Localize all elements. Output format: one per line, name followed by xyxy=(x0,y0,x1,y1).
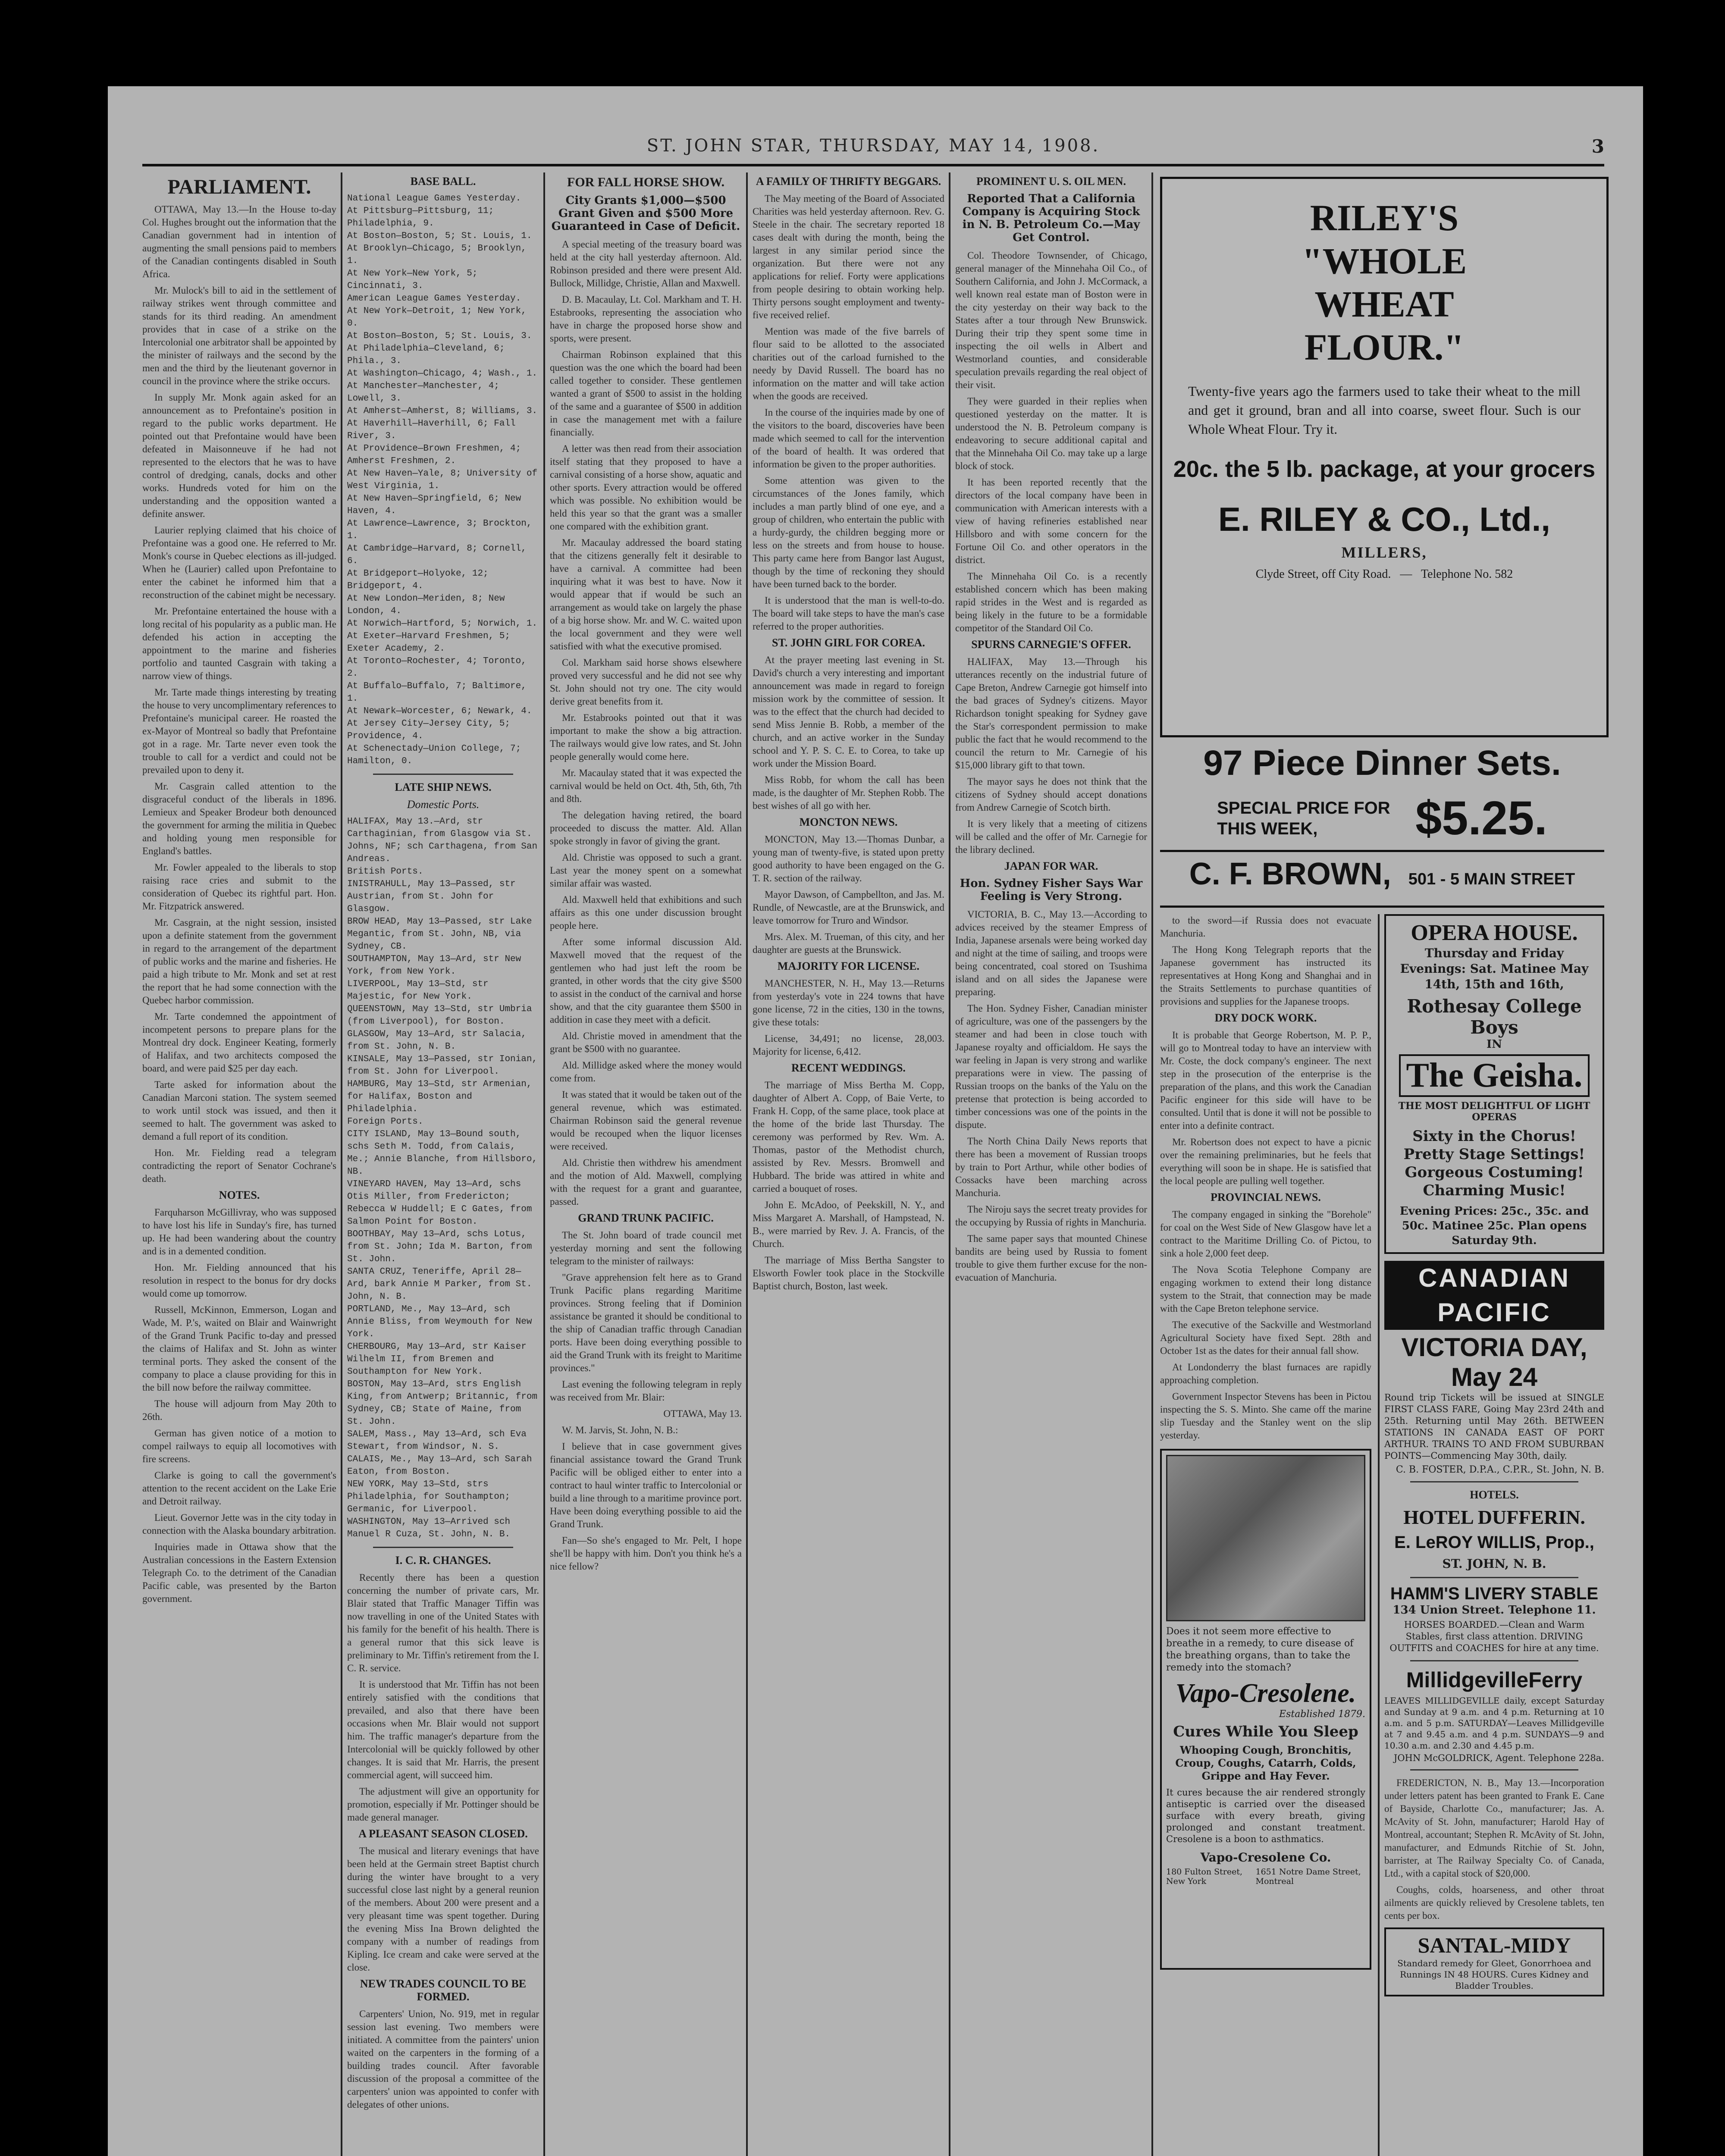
column-parliament xyxy=(142,172,336,2156)
masthead xyxy=(142,136,1604,162)
japan-article xyxy=(955,908,1147,1284)
ship-news-subhead: Domestic Ports. xyxy=(407,798,480,811)
season-headline: A PLEASANT SEASON CLOSED. xyxy=(358,1827,528,1840)
article-paragraph: MONCTON, May 13.—Thomas Dunbar, a young man of twenty-five, is stated upon pretty good authority to have been engaged on the G. T. R. section of the railway. xyxy=(753,834,944,884)
corea-headline: ST. JOHN GIRL FOR COREA. xyxy=(772,636,925,649)
article-paragraph: The Hong Kong Telegraph reports that the Japanese government has instructed its representatives at Hong Kong and Shanghai and in the Straits Settlements to purchase quantities of provisions and supplies for the Japanese troops. xyxy=(1160,944,1371,1007)
riley-flour-ad xyxy=(1160,177,1609,737)
ad-rule xyxy=(1160,850,1604,852)
cpr-signature: C. B. FOSTER, D.P.A., C.P.R., St. John, N. B. xyxy=(1396,1464,1604,1475)
moncton-headline: MONCTON NEWS. xyxy=(799,816,898,828)
article-paragraph: A special meeting of the treasury board was held at the city hall yesterday afternoon. Ald. Robinson presided and there were present Ald. Bullock, Millidge, Christie, Allan and Maxwell. xyxy=(550,239,742,288)
note-paragraph: German has given notice of a motion to compel railways to equip all locomotives with fire screens. xyxy=(142,1428,336,1464)
riley-brand-line: RILEY'S xyxy=(1310,197,1459,238)
vapo-address-ny: 180 Fulton Street, New York xyxy=(1166,1867,1243,1886)
page-number: 3 xyxy=(1591,136,1604,157)
trades-headline: NEW TRADES COUNCIL TO BE FORMED. xyxy=(360,1977,527,2003)
article-paragraph: Chairman Robinson explained that this question was the one which the board had been called together to consider. These gentlemen wanted a grant of $500 to assist in the holding of the same and a guarantee of $500 in addition in case the management met with a failure financially. xyxy=(550,349,742,438)
article-paragraph: Some attention was given to the circumstances of the Jones family, which includes a man partly blind of one eye, and a group of children, who entertain the public with a hurdy-gurdy, the children begging more or less on the streets and from house to house. This party came here from Bangor last August, though by the time of reckoning they should have been turned back to the border. xyxy=(753,475,944,589)
notes-headline: NOTES. xyxy=(219,1189,260,1201)
article-paragraph: Col. Theodore Townsender, of Chicago, general manager of the Minnehaha Oil Co., of Southern California, and John J. McCormack, a well known real estate man of Boston were in the city yesterday on their way back to the States after a tour through New Brunswick. During their trip they spent some time in inspecting the oil wells in Albert and Westmorland counties, and considerable speculation prevails regarding the real object of their visit. xyxy=(955,250,1147,390)
gtp-headline: GRAND TRUNK PACIFIC. xyxy=(578,1212,714,1224)
article-paragraph: The delegation having retired, the board proceeded to discuss the matter. Ald. Allan spoke strongly in favor of giving the grant. xyxy=(550,810,742,846)
note-paragraph: The house will adjourn from May 20th to 26th. xyxy=(142,1398,336,1422)
article-paragraph: The mayor says he does not think that the citizens of Sydney should accept donations from Andrew Carnegie of Scotch birth. xyxy=(955,776,1147,813)
article-paragraph: The company engaged in sinking the "Borehole" for coal on the West Side of New Glasgow have let a contract to the Maritime Drilling Co. of Pictou, to sink a hole 2,000 feet deep. xyxy=(1160,1209,1371,1259)
column-divider xyxy=(949,172,950,2156)
article-paragraph: Mr. Casgrain called attention to the disgraceful conduct of the liberals in 1896. Lemieux and Speaker Brodeur both denounced the government for arming the militia in Quebec and holding young men responsible for England's battles. xyxy=(142,781,336,856)
ship-news-list: HALIFAX, May 13.—Ard, str Carthaginian, from Glasgow via St. Johns, NF; sch Carthagena, from San Andreas. British Ports. INISTRAHULL, May 13—Passed, str Austrian, from St. John for Glasgow. BROW HEAD, May 13—Passed, str Lake Megantic, from St. John, NB, via Sydney, CB. SOUTHAMPTON, May 13—Ard, str New York, from New York. LIVERPOOL, May 13—Std, str Majestic, for New York. QUEENSTOWN, May 13—Std, str Umbria (from Liverpool), for Boston. GLASGOW, May 13—Ard, str Salacia, from St. John, N. B. KINSALE, May 13—Passed, str Ionian, from St. John for Liverpool. HAMBURG, May 13—Std, str Armenian, for Halifax, Boston and Philadelphia. Foreign Ports. CITY ISLAND, May 13—Bound south, schs Seth M. Todd, from Calais, Me.; Annie Blanche, from Hillsboro, NB. VINEYARD HAVEN, May 13—Ard, schs Otis Miller, from Fredericton; Rebecca W Huddell; E C Gates, from Salmon Point for Boston. BOOTHBAY, May 13—Ard, schs Lotus, from St. John; Ida M. Barton, from St. John. SANTA CRUZ, Teneriffe, April 28—Ard, bark Annie M Parker, from St. John, N. B. PORTLAND, Me., May 13—Ard, sch Annie Bliss, from Weymouth for New York. CHERBOURG, May 13—Ard, str Kaiser Wilhelm II, from Bremen and Southampton for New York. BOSTON, May 13—Ard, strs English King, from Antwerp; Britannic, from Sydney, CB; State of Maine, from St. John. SALEM, Mass., May 13—Ard, sch Eva Stewart, from Windsor, N. S. CALAIS, Me., May 13—Ard, sch Sarah Eaton, from Boston. NEW YORK, May 13—Std, strs Philadelphia, for Southampton; Germanic, for Liverpool. WASHINGTON, May 13—Arrived sch Manuel R Cuza, St. John, N. B. xyxy=(347,817,538,1539)
brown-headline: 97 Piece Dinner Sets. xyxy=(1203,743,1561,783)
article-paragraph: Ald. Christie moved in amendment that the grant be $500 with no guarantee. xyxy=(550,1031,742,1054)
baseball-headline: BASE BALL. xyxy=(410,175,476,188)
article-paragraph: In supply Mr. Monk again asked for an announcement as to Prefontaine's position in regard to the public works department. He pointed out that Prefontaine would have been defeated in Maisonneuve if he had not represented to the electors that he was to have control of dredging, canals, docks and other works. Hundreds voted for him on the understanding and the opposition wanted a definite answer. xyxy=(142,392,336,519)
baseball-scores: National League Games Yesterday. At Pittsburg—Pittsburg, 11; Philadelphia, 9. At Boston—Boston, 5; St. Louis, 1. At Brooklyn—Chicago, 5; Brooklyn, 1. At New York—New York, 5; Cincinnati, 3. American League Games Yesterday. At New York—Detroit, 1; New York, 0. At Boston—Boston, 5; St. Louis, 3. At Philadelphia—Cleveland, 6; Phila., 3. At Washington—Chicago, 4; Wash., 1. At Manchester—Manchester, 4; Lowell, 3. At Amherst—Amherst, 8; Williams, 3. At Haverhill—Haverhill, 6; Fall River, 3. At Providence—Brown Freshmen, 4; Amherst Freshmen, 2. At New Haven—Yale, 8; University of West Virginia, 1. At New Haven—Springfield, 6; New Haven, 4. At Lawrence—Lawrence, 3; Brockton, 1. At Cambridge—Harvard, 8; Cornell, 6. At Bridgeport—Holyoke, 12; Bridgeport, 4. At New London—Meriden, 8; New London, 4. At Norwich—Hartford, 5; Norwich, 1. At Exeter—Harvard Freshmen, 5; Exeter Academy, 2. At Toronto—Rochester, 4; Toronto, 2. At Buffalo—Buffalo, 7; Baltimore, 1. At Newark—Worcester, 6; Newark, 4. At Jersey City—Jersey City, 5; Providence, 4. At Schenectady—Union College, 7; Hamilton, 0. xyxy=(347,194,538,766)
geisha-title: The Geisha. xyxy=(1399,1054,1590,1097)
article-paragraph: The musical and literary evenings that have been held at the Germain street Baptist church during the winter have brought to a very successful close last night by a general reunion of the members. About 200 were present and a very pleasant time was spent together. During the evening Miss Ina Brown delighted the company with a number of readings from Kipling. Ice cream and cake were served at the close. xyxy=(347,1846,539,1973)
santal-copy: Standard remedy for Gleet, Gonorrhoea and Runnings IN 48 HOURS. Cures Kidney and Bladder Troubles. xyxy=(1397,1958,1591,1991)
article-paragraph: John E. McAdoo, of Peekskill, N. Y., and Miss Margaret A. Marshall, of Hampstead, N. B., were married by Rev. J. A. Francis, of the Church. xyxy=(753,1200,944,1249)
carnegie-headline: SPURNS CARNEGIE'S OFFER. xyxy=(971,638,1131,651)
sleeping-child-illustration xyxy=(1166,1455,1365,1621)
article-paragraph: Ald. Maxwell held that exhibitions and such affairs as this one under discussion brought people here. xyxy=(550,894,742,931)
article-paragraph: The marriage of Miss Bertha M. Copp, daughter of Albert A. Copp, of Baie Verte, to Frank H. Copp, of the same place, took place at the home of the bride last Thursday. The ceremony was performed by Rev. Wm. A. Thomas, pastor of the Methodist church, assisted by Rev. Messrs. Bromwell and Hubbard. The bride was attired in white and carried a bouquet of roses. xyxy=(753,1080,944,1194)
article-paragraph: Mr. Estabrooks pointed out that it was important to make the show a big attraction. The railways would give low rates, and St. John people generally would come here. xyxy=(550,712,742,762)
note-paragraph: Lieut. Governor Jette was in the city today in connection with the Alaska boundary arbitration. xyxy=(142,1512,336,1536)
article-paragraph: Mention was made of the five barrels of flour said to be allotted to the associated charities out of the carload furnished to the needy by David Russell. The board has no information on the matter and will take action when the goods are received. xyxy=(753,326,944,401)
column-oil-carnegie-japan xyxy=(955,172,1147,2156)
column-horse-show xyxy=(550,172,742,2156)
article-paragraph: At Londonderry the blast furnaces are rapidly approaching completion. xyxy=(1160,1362,1371,1385)
article-paragraph: Tarte asked for information about the Canadian Marconi station. The system seemed to work until stock was issued, and then it seemed to halt. The government was asked to demand a full report of its condition. xyxy=(142,1079,336,1142)
oil-article xyxy=(955,249,1147,635)
beggars-article xyxy=(753,192,944,633)
riley-telephone: Telephone No. 582 xyxy=(1421,567,1513,581)
article-paragraph: Coughs, colds, hoarseness, and other throat ailments are quickly relieved by Cresolene tablets, ten cents per box. xyxy=(1384,1884,1604,1921)
moncton-article xyxy=(753,833,944,956)
license-article xyxy=(753,977,944,1058)
note-paragraph: Farquharson McGillivray, who was supposed to have lost his life in Sunday's fire, has turned up. He had been wandering about the country and is in a demented condition. xyxy=(142,1207,336,1257)
fredericton-article xyxy=(1384,1777,1604,1922)
article-paragraph: A letter was then read from their association itself stating that they proposed to have a carnival consisting of a horse show, aquatic and other sports. Every attraction would be offered which was possible. No exhibition would be held this year so that the grant was a smaller one compared with the exhibition grant. xyxy=(550,443,742,532)
article-paragraph: Carpenters' Union, No. 919, met in regular session last evening. Two members were initiated. A committee from the painters' union waited on the carpenters in the forming of a building trades council. After favorable discussion of the proposal a committee of the carpenters' union was appointed to confer with delegates of other unions. xyxy=(347,2009,539,2110)
corea-article xyxy=(753,654,944,812)
riley-address: Clyde Street, off City Road. xyxy=(1255,567,1391,581)
japan-headline: JAPAN FOR WAR. xyxy=(1004,860,1098,872)
brown-dinner-set-ad xyxy=(1160,742,1604,908)
article-paragraph: Mr. Mulock's bill to aid in the settlement of railway strikes went through committee and stands for its third reading. An amendment provides that in case of a strike on the Intercolonial one arbitrator shall be appointed by the minister of railways and the second by the men and the third by the lieutenant governor in council in the province where the strike occurs. xyxy=(142,285,336,386)
article-paragraph: Ald. Christie then withdrew his amendment and the motion of Ald. Maxwell, complying with the request for a grant and guarantee, passed. xyxy=(550,1157,742,1207)
license-headline: MAJORITY FOR LICENSE. xyxy=(777,960,920,972)
article-paragraph: OTTAWA, May 13.—In the House to-day Col. Hughes brought out the information that the Canadian government had in intention of augmenting the small pensions paid to members of the Canadian contingents disabled in South Africa. xyxy=(142,204,336,279)
riley-brand-line: "WHOLE xyxy=(1302,240,1467,282)
season-article xyxy=(347,1845,539,1974)
weddings-headline: RECENT WEDDINGS. xyxy=(791,1062,906,1074)
article-paragraph: Col. Markham said horse shows elsewhere proved very successful and he did not see why St. John should not try one. The city would derive great benefits from it. xyxy=(550,657,742,707)
column-divider xyxy=(1151,172,1153,2156)
hamm-address: 134 Union Street. Telephone 11. xyxy=(1393,1604,1596,1617)
brown-name: C. F. BROWN, xyxy=(1189,857,1391,891)
article-paragraph: The Hon. Sydney Fisher, Canadian minister of agriculture, was one of the passengers by the steamer and had been in close touch with Japanese royalty and officialdom. He says the war feeling in Japan is very strong and warlike preparations were in view. The passing of Russian troops on the banks of the Yalu on the pretense that protection is being accorded to timber concessions was one of the points in the dispute. xyxy=(955,1003,1147,1130)
article-paragraph: Mr. Macaulay stated that it was expected the carnival would be held on Oct. 4th, 5th, 6th, 7th and 8th. xyxy=(550,768,742,804)
article-paragraph: After some informal discussion Ald. Maxwell moved that the request of the gentlemen who had just left the room be granted, in other words that the city give $500 to assist in the conduct of the carnival and horse show, and that the city guarantee them $500 in addition in case they meet with a deficit. xyxy=(550,937,742,1025)
cpr-banner-line: CANADIAN xyxy=(1384,1261,1604,1295)
article-paragraph: The St. John board of trade council met yesterday morning and sent the following telegram to the minister of railways: xyxy=(550,1230,742,1266)
article-paragraph: The Niroju says the secret treaty provides for the occupying by Russia of rights in Manchuria. xyxy=(955,1204,1147,1228)
parliament-article xyxy=(142,203,336,1185)
column-charities xyxy=(753,172,944,2156)
opera-headline: OPERA HOUSE. xyxy=(1411,921,1578,945)
article-paragraph: Mr. Casgrain, at the night session, insisted upon a definite statement from the government in regard to the arrangement of the department of public works and the marine and fisheries. He paid a high tribute to Mr. Monk and set at rest the report that he had some connection with the Quebec harbor commission. xyxy=(142,917,336,1006)
column-dock-provincial xyxy=(1160,914,1371,2156)
oil-deck: Reported That a California Company is Acquiring Stock in N. B. Petroleum Co.—May Get Control. xyxy=(962,192,1140,244)
trades-article xyxy=(347,2008,539,2111)
article-paragraph: Mr. Robertson does not expect to have a picnic over the remaining preliminaries, but he feels that everything will soon be in shape. He is satisfied that the local people are pulling well together. xyxy=(1160,1137,1371,1186)
vapo-cresolene-ad xyxy=(1160,1449,1371,1970)
article-paragraph: D. B. Macaulay, Lt. Col. Markham and T. H. Estabrooks, representing the association who have in charge the proposed horse show and sports, were present. xyxy=(550,294,742,344)
article-paragraph: VICTORIA, B. C., May 13.—According to advices received by the steamer Empress of India, Japanese arsenals were being worked day and night at the time of sailing, and troops were being concentrated, coal stored on Tsushima island and on all sides the Japanese were preparing. xyxy=(955,909,1147,997)
opera-dates: Thursday and Friday Evenings: Sat. Matinee May 14th, 15th and 16th, xyxy=(1400,946,1589,991)
cpr-banner xyxy=(1384,1261,1604,1330)
icr-headline: I. C. R. CHANGES. xyxy=(395,1554,491,1567)
article-paragraph: They were guarded in their replies when questioned yesterday on the matter. It is understood the N. B. Petroleum company is endeavoring to secure additional capital and that the Minnehaha Oil Co. may take up a large block of stock. xyxy=(955,396,1147,471)
vapo-brand: Vapo-Cresolene. xyxy=(1175,1679,1356,1708)
newspaper-page xyxy=(108,86,1643,2156)
hamm-copy: HORSES BOARDED.—Clean and Warm Stables, first class attention. DRIVING OUTFITS and COACHES for hire at any time. xyxy=(1389,1620,1599,1653)
hamm-stable: HAMM'S LIVERY STABLE xyxy=(1390,1584,1599,1603)
article-paragraph: The executive of the Sackville and Westmorland Agricultural Society have fixed Sept. 28th and October 1st as the dates for their annual fall show. xyxy=(1160,1319,1371,1356)
article-paragraph: Mayor Dawson, of Campbellton, and Jas. M. Rundle, of Newcastle, are at the Brunswick, and leave tomorrow for Truro and Windsor. xyxy=(753,889,944,926)
article-paragraph: Mrs. Alex. M. Trueman, of this city, and her daughter are guests at the Brunswick. xyxy=(753,931,944,955)
riley-company: E. RILEY & CO., Ltd., xyxy=(1218,500,1550,538)
provincial-headline: PROVINCIAL NEWS. xyxy=(1211,1191,1321,1203)
riley-copy: Twenty-five years ago the farmers used to take their wheat to the mill and get it ground, bran and all into coarse, sweet flour. Such is our Whole Wheat Flour. Try it. xyxy=(1188,383,1581,437)
column-divider xyxy=(746,172,748,2156)
article-paragraph: The May meeting of the Board of Associated Charities was held yesterday afternoon. Rev. G. Steele in the chair. The secretary reported 18 cases dealt with during the month, being the largest in any similar period since the organization. But there were not any applications for relief. Forty were applications from people desiring to obtain working help. Thirty persons sought employment and twenty-five received relief. xyxy=(753,193,944,320)
section-divider xyxy=(1410,1481,1578,1482)
carnegie-article xyxy=(955,655,1147,856)
article-paragraph: FREDERICTON, N. B., May 13.—Incorporation under letters patent has been granted to Frank E. Cane of Bayside, Charlotte Co., manufacturer; Jas. A. McAvity of St. John, manufacturer; Harold Hay of Montreal, accountant; Stephen R. McAvity of St. John, manufacturer, and Edmunds Ritchie of St. John, barrister, at The Railway Specialty Co. of Canada, Ltd., with a capital stock of $20,000. xyxy=(1384,1777,1604,1879)
article-paragraph: I believe that in case government gives financial assistance toward the Grand Trunk Pacific will be obliged either to enter into a contract to haul winter traffic to Intercolonial or build a line through to a maritime province port. Have been doing everything possible to aid the Grand Trunk. xyxy=(550,1441,742,1529)
vapo-question: Does it not seem more effective to breathe in a remedy, to cure disease of the breathing organs, than to take the remedy into the stomach? xyxy=(1166,1626,1354,1673)
article-paragraph: Last evening the following telegram in reply was received from Mr. Blair: xyxy=(550,1379,742,1403)
article-paragraph: to the sword—if Russia does not evacuate Manchuria. xyxy=(1160,915,1371,939)
article-paragraph: The Minnehaha Oil Co. is a recently established concern which has been making rapid strides in the West and is regarded as being likely in the future to be a formidable competitor of the Standard Oil Co. xyxy=(955,571,1147,633)
article-paragraph: It has been reported recently that the directors of the local company have been in communication with American interests with a view of having refineries established near Hillsboro and with some concern for the Fortune Oil Co. and other operators in the district. xyxy=(955,477,1147,565)
santal-brand: SANTAL-MIDY xyxy=(1418,1933,1571,1957)
note-paragraph: Inquiries made in Ottawa show that the Australian concessions in the Eastern Extension Telegraph Co. to the detriment of the Canadian Pacific cable, was presented by the Barton government. xyxy=(142,1542,336,1604)
brown-price: $5.25. xyxy=(1415,792,1547,845)
dufferin-name: HOTEL DUFFERIN. xyxy=(1403,1506,1585,1528)
article-paragraph: Mr. Macaulay addressed the board stating that the citizens generally felt it desirable to have a carnival. A committee had been inquiring what it was best to have. Now it would appear that if would be such an arrangement as would take on largely the phase of a big horse show. Mr. and W. C. waited upon the local government and they were well satisfied with what the executive promised. xyxy=(550,537,742,652)
dufferin-proprietor: E. LeROY WILLIS, Prop., xyxy=(1394,1533,1594,1552)
article-paragraph: Mr. Fowler appealed to the liberals to stop raising race cries and submit to the consideration of Quebec its rightful part. Hon. Mr. Fitzpatrick answered. xyxy=(142,862,336,912)
article-paragraph: Government Inspector Stevens has been in Pictou inspecting the S. S. Minto. She came off the marine slip Tuesday and the Stanley went on the slip yesterday. xyxy=(1160,1391,1371,1441)
japan-deck: Hon. Sydney Fisher Says War Feeling is Very Strong. xyxy=(960,877,1143,903)
vapo-established: Established 1879. xyxy=(1279,1709,1365,1720)
ferry-schedule: LEAVES MILLIDGEVILLE daily, except Saturday and Sunday at 9 a.m. and 4 p.m. Returning at 10 a.m. and 5 p.m. SATURDAY—Leaves Millidgeville at 7 and 9.45 a.m. and 4 p.m. SUNDAYS—9 and 10.30 a.m. and 2.30 and 4.45 p.m. xyxy=(1384,1695,1604,1751)
note-paragraph: Russell, McKinnon, Emmerson, Logan and Wade, M. P.'s, waited on Blair and Wainwright of the Grand Trunk Pacific to-day and pressed the claims of Halifax and St. John as winter terminal ports. They asked the consent of the company to place a clause providing for this in the bill now before the railway committee. xyxy=(142,1304,336,1393)
article-paragraph: License, 34,491; no license, 28,003. Majority for license, 6,412. xyxy=(753,1033,944,1057)
vapo-list: Whooping Cough, Bronchitis, Croup, Coughs, Catarrh, Colds, Grippe and Hay Fever. xyxy=(1175,1744,1356,1782)
vapo-tagline: Cures While You Sleep xyxy=(1173,1723,1358,1740)
article-paragraph: Hon. Mr. Fielding read a telegram contradicting the report of Senator Cochrane's death. xyxy=(142,1147,336,1184)
section-divider xyxy=(373,774,513,775)
cpr-banner-line: PACIFIC xyxy=(1384,1295,1604,1330)
article-paragraph: It was stated that it would be taken out of the general revenue, which was estimated. Chairman Robinson said the general revenue would be recouped when the liquor licenses were received. xyxy=(550,1089,742,1152)
horse-show-deck: City Grants $1,000—$500 Grant Given and $500 More Guaranteed in Case of Deficit. xyxy=(551,194,740,233)
article-paragraph: Mr. Tarte made things interesting by treating the house to very uncomplimentary references to Prefontaine's municipal career. He roasted the ex-Mayor of Montreal so badly that Prefontaine got in a rage. Mr. Tarte never even took the trouble to call for a verdict and could not be prevailed upon to deny it. xyxy=(142,687,336,775)
dock-headline: DRY DOCK WORK. xyxy=(1214,1012,1317,1024)
japan-continued xyxy=(1160,914,1371,1008)
column-divider xyxy=(543,172,545,2156)
section-divider xyxy=(1410,1577,1578,1578)
section-divider xyxy=(1410,1660,1578,1661)
millidgeville-ferry: MillidgevilleFerry xyxy=(1406,1668,1583,1692)
cpr-copy: Round trip Tickets will be issued at SINGLE FIRST CLASS FARE, Going May 23rd 24th and 25th. Returning until May 26th. BETWEEN STATIONS IN CANADA EAST OF PORT ARTHUR. TRAINS TO AND FROM SUBURBAN POINTS—Commencing May 30th, daily. xyxy=(1384,1392,1604,1461)
riley-offer: 20c. the 5 lb. package, at your grocers xyxy=(1173,456,1596,482)
article-paragraph: OTTAWA, May 13. xyxy=(663,1408,742,1419)
article-paragraph: MANCHESTER, N. H., May 13.—Returns from yesterday's vote in 224 towns that have gone license, 72 in the cities, 130 in the towns, give these totals: xyxy=(753,978,944,1028)
provincial-article xyxy=(1160,1208,1371,1442)
column-amusements xyxy=(1384,914,1604,2156)
article-paragraph: Recently there has been a question concerning the number of private cars, Mr. Blair stated that Traffic Manager Tiffin was now travelling in one of the United States with his family for the benefit of his health. There is a general rumor that this sick leave is preliminary to Mr. Tiffin's retirement from the I. C. R. service. xyxy=(347,1572,539,1673)
article-paragraph: It is probable that George Robertson, M. P. P., will go to Montreal today to have an interview with Mr. Coste, the dock company's engineer. The next step in the prosecution of the enterprise is the preparation of the plans, and this work the Canadian Pacific engineer for this side will have to be consulted. Until that is done it will not be possible to enter into a definite contract. xyxy=(1160,1030,1371,1131)
ship-news-headline: LATE SHIP NEWS. xyxy=(395,781,492,793)
article-paragraph: HALIFAX, May 13.—Through his utterances recently on the industrial future of Cape Breton, Andrew Carnegie got himself into the bad graces of Sydney's citizens. Mayor Richardson tonight speaking for Sydney gave the Star's correspondent permission to make public the fact that he would recommend to the council the return to Mr. Carnegie of his $15,000 library gift to that town. xyxy=(955,656,1147,771)
vapo-copy: It cures because the air rendered strongly antiseptic is carried over the diseased surface with every breath, giving prolonged and constant treatment. Cresolene is a boon to asthmatics. xyxy=(1166,1787,1365,1844)
gtp-article xyxy=(550,1229,742,1573)
icr-article xyxy=(347,1571,539,1824)
article-paragraph: Ald. Christie was opposed to such a grant. Last year the money spent on a somewhat similar affair was wasted. xyxy=(550,852,742,889)
note-paragraph: Clarke is going to call the government's attention to the recent accident on the Lake Erie and Detroit railway. xyxy=(142,1470,336,1507)
notes-article xyxy=(142,1206,336,1605)
geisha-subtitle: THE MOST DELIGHTFUL OF LIGHT OPERAS xyxy=(1398,1100,1590,1123)
article-paragraph: The adjustment will give an opportunity for promotion, especially if Mr. Pottinger should be made general manager. xyxy=(347,1786,539,1823)
column-divider xyxy=(1378,914,1380,2156)
horse-show-article xyxy=(550,238,742,1208)
article-paragraph: The Nova Scotia Telephone Company are engaging workmen to extend their long distance system to the Strait, that connection may be made with the Cape Breton telephone service. xyxy=(1160,1264,1371,1314)
masthead-rule xyxy=(142,164,1604,166)
geisha-chorus: Sixty in the Chorus! Pretty Stage Settings! Gorgeous Costuming! Charming Music! xyxy=(1403,1128,1585,1199)
article-paragraph: In the course of the inquiries made by one of the visitors to the board, discoveries have been made which seemed to call for the intervention of the board of health. It was ordered that information be given to the proper authorities. xyxy=(753,407,944,470)
hotels-headline: HOTELS. xyxy=(1470,1489,1519,1501)
vapo-company: Vapo-Cresolene Co. xyxy=(1200,1850,1331,1865)
opera-house-ad xyxy=(1384,914,1604,1254)
ferry-signature: JOHN McGOLDRICK, Agent. Telephone 228a. xyxy=(1393,1753,1604,1763)
article-paragraph: It is very likely that a meeting of citizens will be called and the offer of Mr. Carnegie for the library declined. xyxy=(955,818,1147,855)
article-paragraph: Fan—So she's engaged to Mr. Pelt, I hope she'll be happy with him. Don't you think he's a nice fellow? xyxy=(550,1535,742,1572)
weddings-article xyxy=(753,1079,944,1293)
article-paragraph: Miss Robb, for whom the call has been made, is the daughter of Mr. Stephen Robb. The best wishes of all go with her. xyxy=(753,774,944,811)
article-paragraph: The North China Daily News reports that there has been a movement of Russian troops by train to Port Arthur, while other bodies of Cossacks have been marching across Manchuria. xyxy=(955,1136,1147,1198)
note-paragraph: Hon. Mr. Fielding announced that his resolution in respect to the bonus for dry docks would come up tomorrow. xyxy=(142,1262,336,1299)
brown-special: SPECIAL PRICE FOR THIS WEEK, xyxy=(1217,798,1390,838)
masthead-title: ST. JOHN STAR, THURSDAY, MAY 14, 1908. xyxy=(646,136,1100,156)
article-paragraph: Mr. Tarte condemned the appointment of incompetent persons to prepare plans for the Montreal dry dock. Engineer Keating, formerly of Halifax, and two architects composed the board, and were paid $25 per day each. xyxy=(142,1011,336,1074)
article-paragraph: Laurier replying claimed that his choice of Prefontaine was a good one. He referred to Mr. Monk's course in Quebec elections as ill-judged. When he (Laurier) called upon Prefontaine to enter the cabinet he informed him that a reconstruction of the cabinet might be necessary. xyxy=(142,525,336,600)
article-paragraph: At the prayer meeting last evening in St. David's church a very interesting and important announcement was made in regard to foreign mission work by the committee of session. It was to the effect that the church had decided to send Miss Jennie B. Robb, a member of the church, and an active worker in the Sunday school and Y. P. S. C. E. to Corea, to take up work under the Mission Board. xyxy=(753,655,944,769)
article-paragraph: W. M. Jarvis, St. John, N. B.: xyxy=(562,1425,678,1435)
santal-midy-ad xyxy=(1384,1927,1604,1996)
section-divider xyxy=(1410,1769,1578,1771)
horse-show-headline: FOR FALL HORSE SHOW. xyxy=(567,175,725,189)
beggars-headline: A FAMILY OF THRIFTY BEGGARS. xyxy=(756,175,941,188)
article-paragraph: "Grave apprehension felt here as to Grand Trunk Pacific plans regarding Maritime provinces. Strong feeling that if Dominion assistance be granted it should be conditional to the ship of Canadian traffic through Canadian ports. Have been doing everything possible to aid the Grand Trunk with its freight to Maritime provinces." xyxy=(550,1272,742,1373)
vapo-address-mtl: 1651 Notre Dame Street, Montreal xyxy=(1255,1867,1361,1886)
column-baseball-ships xyxy=(347,172,539,2156)
article-paragraph: The same paper says that mounted Chinese bandits are being used by Russia to foment trouble to give them further excuse for the non-evacuation of Manchuria. xyxy=(955,1233,1147,1283)
brown-address: 501 - 5 MAIN STREET xyxy=(1408,870,1575,888)
article-paragraph: It is understood that Mr. Tiffin has not been entirely satisfied with the conditions that prevailed, and also that there have been occasions when Mr. Blair would not support him. The traffic manager's departure from the Intercolonial will be quickly followed by other changes. It is said that Mr. Harris, the present commercial agent, will succeed him. xyxy=(347,1679,539,1780)
opera-in: IN xyxy=(1487,1038,1502,1051)
dock-article xyxy=(1160,1029,1371,1188)
oil-headline: PROMINENT U. S. OIL MEN. xyxy=(976,175,1126,188)
section-divider xyxy=(373,1547,513,1548)
dufferin-city: ST. JOHN, N. B. xyxy=(1442,1557,1546,1571)
victoria-day: VICTORIA DAY, May 24 xyxy=(1401,1333,1587,1391)
column-divider xyxy=(341,172,342,2156)
article-paragraph: Ald. Millidge asked where the money would come from. xyxy=(550,1060,742,1084)
parliament-headline: PARLIAMENT. xyxy=(167,175,311,198)
riley-millers: MILLERS, xyxy=(1341,544,1427,561)
riley-brand-line: WHEAT xyxy=(1314,283,1454,325)
opera-performers: Rothesay College Boys xyxy=(1407,996,1582,1038)
article-paragraph: Mr. Prefontaine entertained the house with a long recital of his popularity as a public man. He defended his action in accepting the appointment to the marine and fisheries portfolio and taunted Casgrain with taking a narrow view of things. xyxy=(142,606,336,681)
opera-prices: Evening Prices: 25c., 35c. and 50c. Matinee 25c. Plan opens Saturday 9th. xyxy=(1399,1205,1589,1247)
article-paragraph: It is understood that the man is well-to-do. The board will take steps to have the man's case referred to the proper authorities. xyxy=(753,595,944,632)
riley-brand-line: FLOUR." xyxy=(1304,326,1465,368)
riley-address-line: Clyde Street, off City Road. — Telephone No. 582 xyxy=(1255,567,1513,581)
article-paragraph: The marriage of Miss Bertha Sangster to Elsworth Fowler took place in the Stockville Baptist church, Boston, last week. xyxy=(753,1255,944,1291)
